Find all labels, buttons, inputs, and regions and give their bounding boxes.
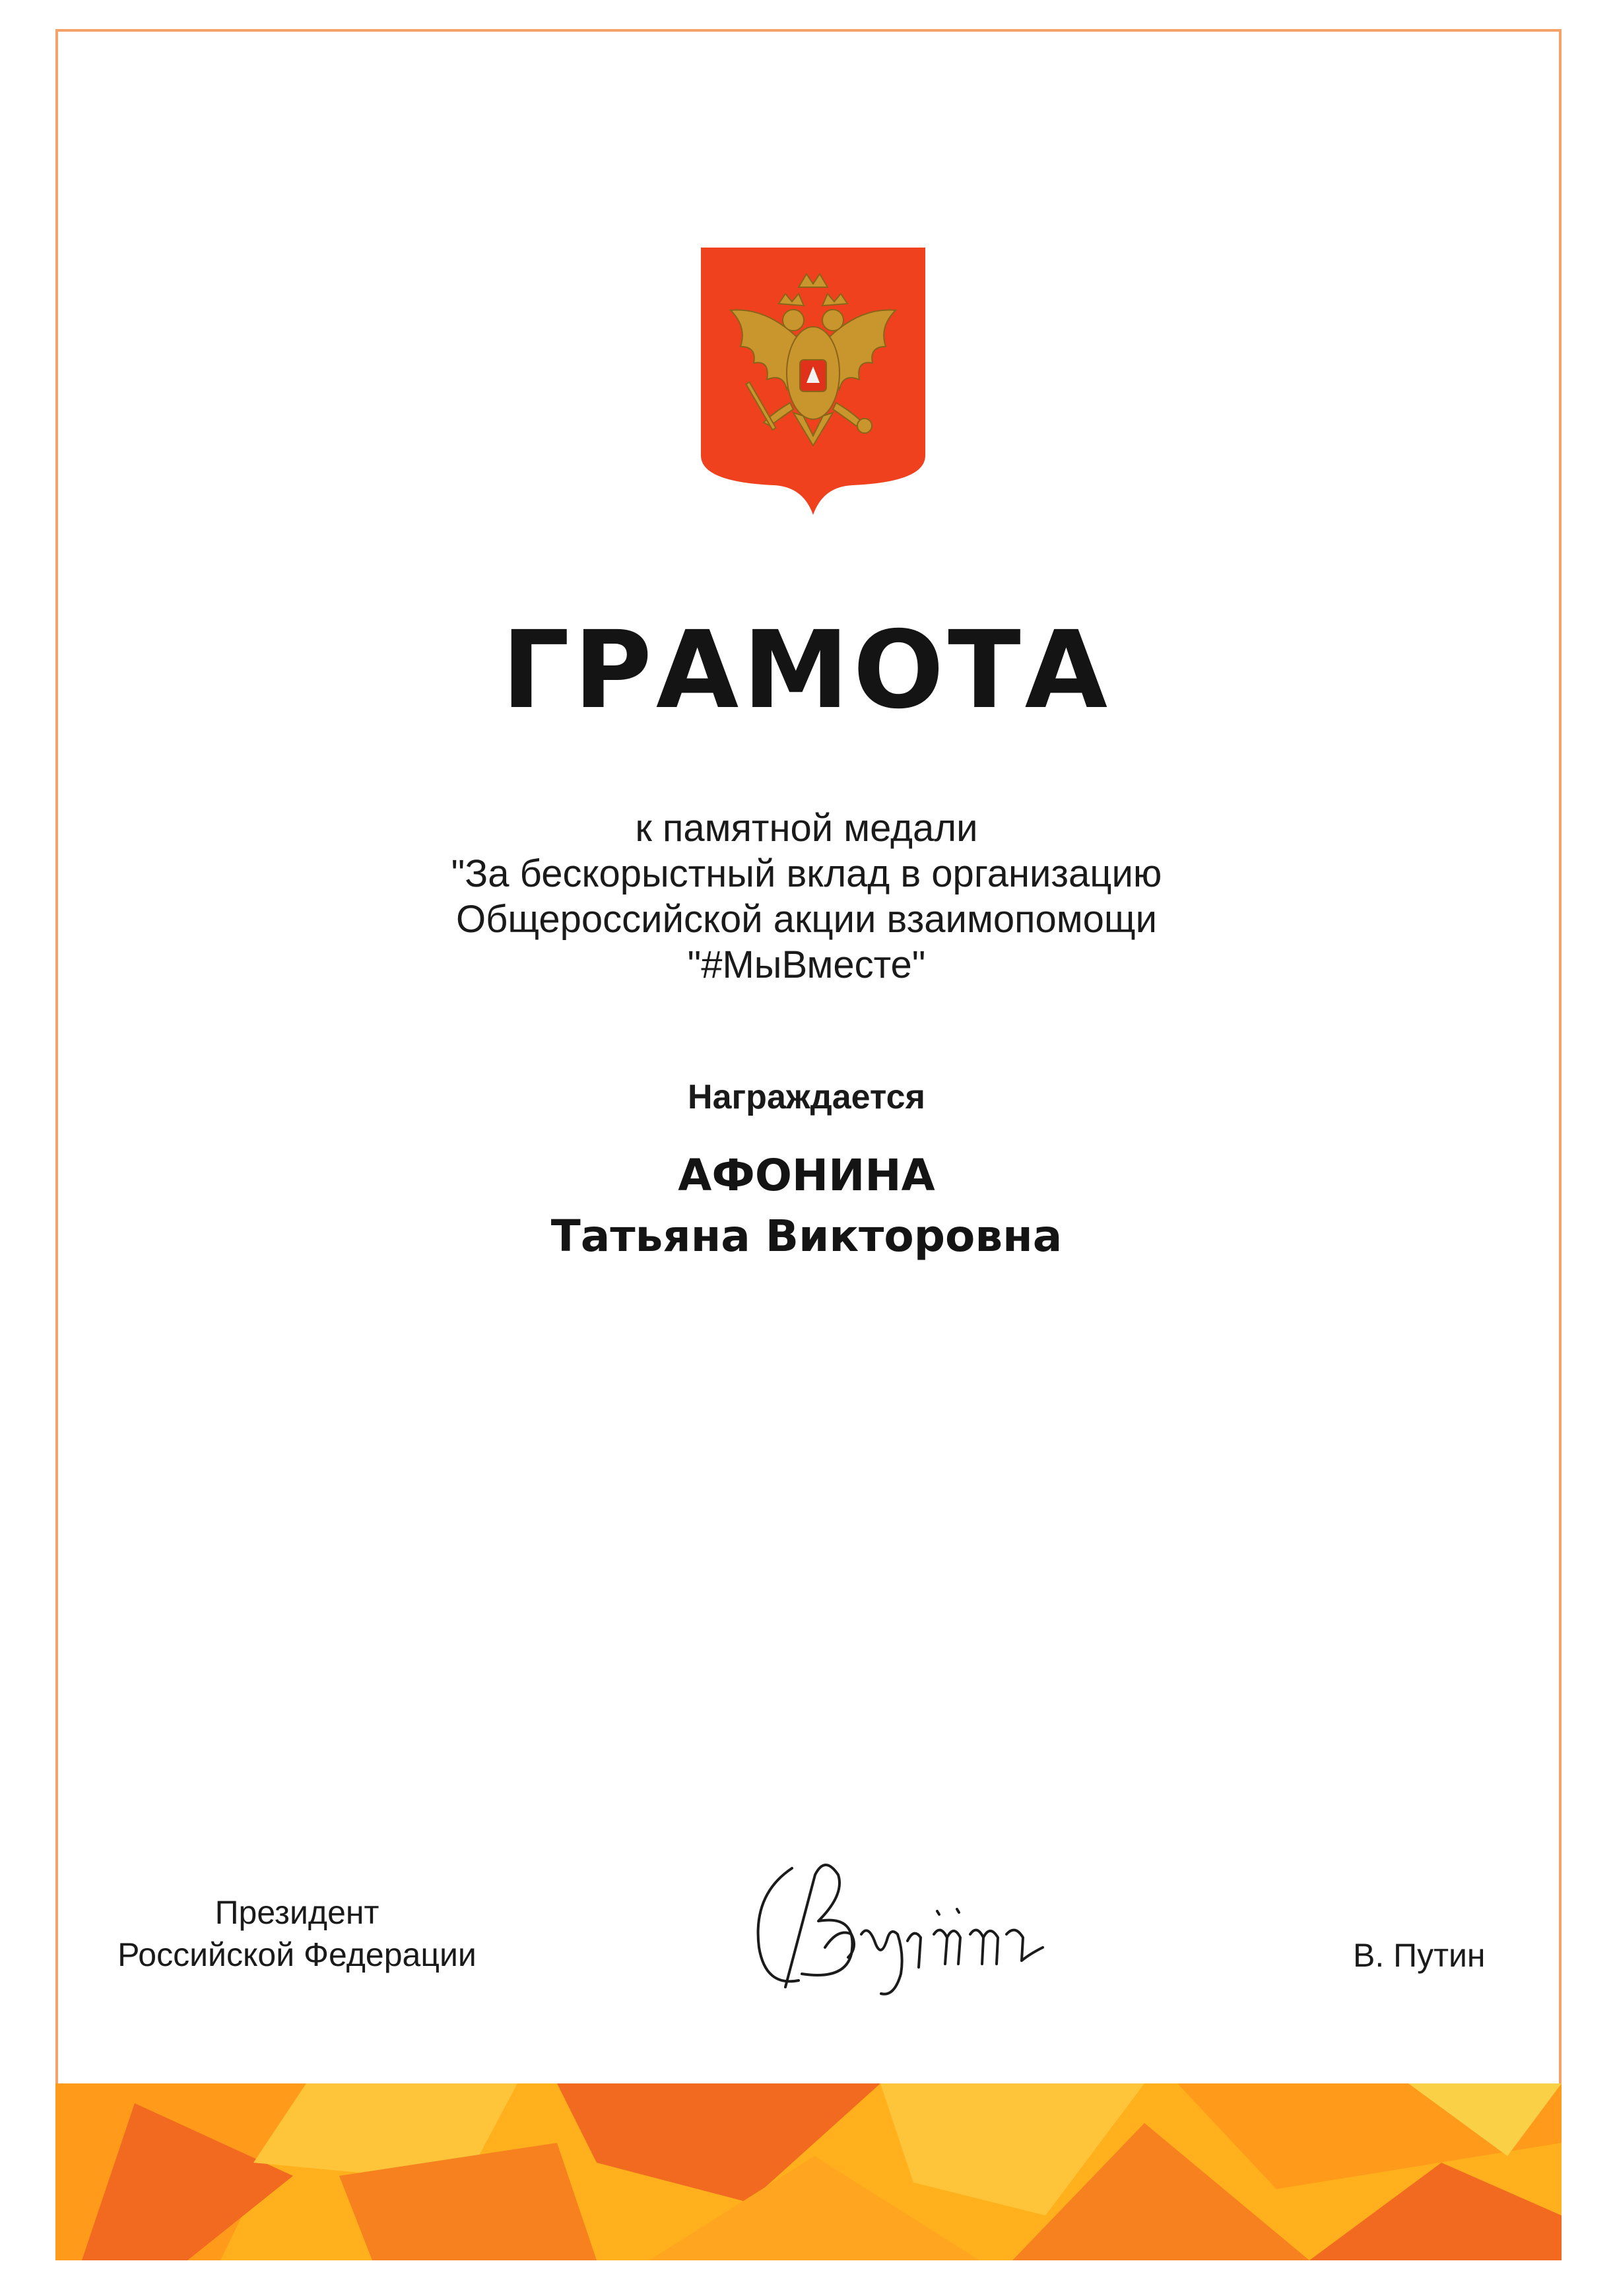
- purpose-line: к памятной медали: [635, 807, 978, 850]
- award-purpose: [0, 805, 1613, 988]
- decorative-band: [55, 2083, 1562, 2260]
- purpose-line: "За бескорыстный вклад в организацию: [451, 852, 1162, 895]
- certificate-title: ГРАМОТА: [501, 609, 1112, 733]
- purpose-line: Общероссийской акции взаимопомощи: [456, 898, 1157, 941]
- purpose-line: "#МыВместе": [687, 943, 926, 986]
- signature-icon: [739, 1848, 1082, 2013]
- recipient-given-names: Татьяна Викторовна: [550, 1211, 1063, 1262]
- recipient-name: [0, 1145, 1613, 1267]
- coat-of-arms-icon: [701, 248, 925, 515]
- signatory-name: В. Путин: [1353, 1937, 1486, 1974]
- signatory-position-line: Российской Федерации: [117, 1936, 477, 1973]
- signatory-position-line: Президент: [214, 1894, 379, 1931]
- signatory-position: [86, 1891, 508, 1976]
- awarded-label: Награждается: [688, 1078, 925, 1116]
- recipient-surname: АФОНИНА: [678, 1150, 935, 1201]
